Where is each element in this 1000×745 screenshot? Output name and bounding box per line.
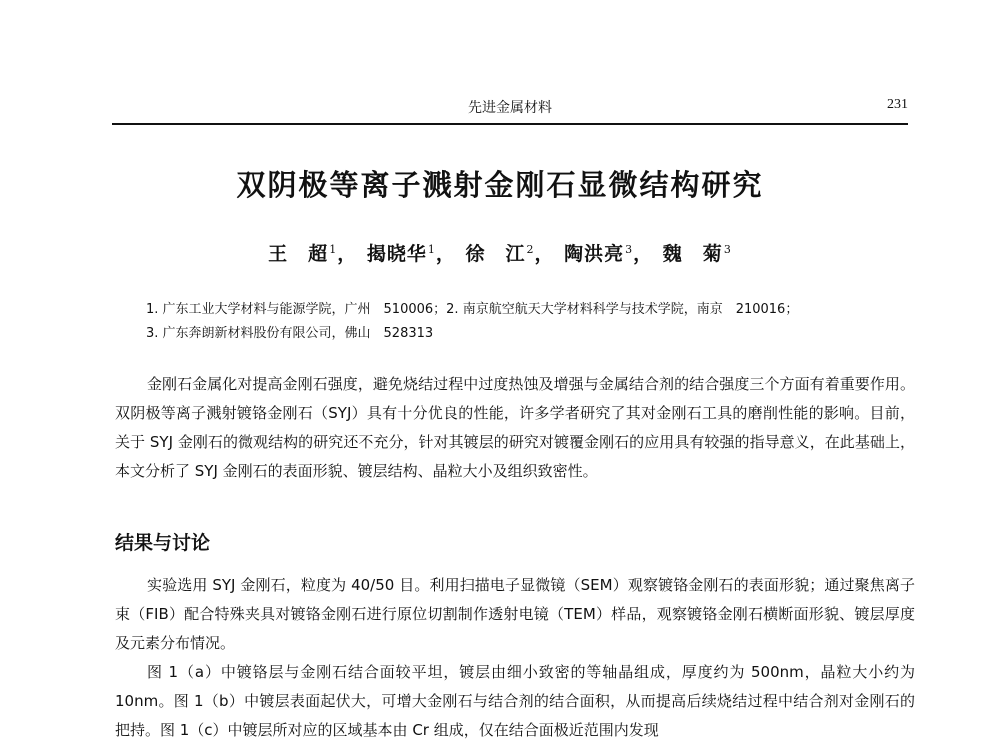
author: 陶洪亮$^3$ (564, 242, 634, 265)
affiliation-line: 1. 广东工业大学材料与能源学院，广州 510006；2. 南京航空航天大学材料科学与技术学院，南京 210016； (146, 302, 799, 317)
article-title: 双阴极等离子溅射金刚石显微结构研究 (236, 168, 764, 202)
author-affiliation-mark: 2 (526, 242, 535, 256)
body-paragraph: 实验选用 SYJ 金刚石，粒度为 40/50 目。利用扫描电子显微镜（SEM）观察镀铬金刚石的表面形貌；通过聚焦离子束（FIB）配合特殊夹具对镀铬金刚石进行原位切割制作透射电镜（TEM）样品，观察镀铬金刚石横断面形貌、镀层厚度及元素分布情况。 (115, 576, 915, 652)
page-number: 231 (887, 97, 908, 112)
affiliation-line: 3. 广东奔朗新材料股份有限公司，佛山 528313 (146, 326, 434, 341)
author-affiliation-mark: 3 (723, 242, 732, 256)
author-separator: ， (435, 243, 456, 265)
author-affiliation-mark: 1 (427, 242, 436, 256)
affiliation-list (146, 298, 916, 346)
author-separator: ， (633, 243, 654, 265)
author-affiliation-mark: 3 (625, 242, 634, 256)
journal-running-title: 先进金属材料 (468, 100, 552, 116)
running-header (112, 95, 908, 117)
abstract-paragraph: 金刚石金属化对提高金刚石强度，避免烧结过程中过度热蚀及增强与金属结合剂的结合强度三个方面有着重要作用。双阴极等离子溅射镀铬金刚石（SYJ）具有十分优良的性能，许多学者研究了其对金刚石工具的磨削性能的影响。目前，关于 SYJ 金刚石的微观结构的研究还不充分，针对其镀层的研究对镀覆金刚石的应用具有较强的指导意义，在此基础上，本文分析了 SYJ 金刚石的表面形貌、镀层结构、晶粒大小及组织致密性。 (115, 375, 915, 480)
body-paragraph: 图 1（a）中镀铬层与金刚石结合面较平坦，镀层由细小致密的等轴晶组成，厚度约为 500nm，晶粒大小约为 10nm。图 1（b）中镀层表面起伏大，可增大金刚石与结合剂的结合面积，从而提高后续烧结过程中结合剂对金刚石的把持。图 1（c）中镀层所对应的区域基本由 Cr 组成，仅在结合面极近范围内发现 (115, 663, 915, 739)
author: 徐 江$^2$ (465, 242, 535, 265)
author-separator: ， (534, 243, 555, 265)
author-affiliation-mark: 1 (329, 242, 338, 256)
section-heading-results: 结果与讨论 (115, 532, 211, 554)
author-separator: ， (337, 243, 358, 265)
header-rule (112, 123, 908, 125)
author-list (0, 239, 1000, 266)
author: 魏 菊$^3$ (662, 242, 732, 265)
author: 王 超$^1$ (268, 242, 338, 265)
author: 揭晓华$^1$ (366, 242, 436, 265)
